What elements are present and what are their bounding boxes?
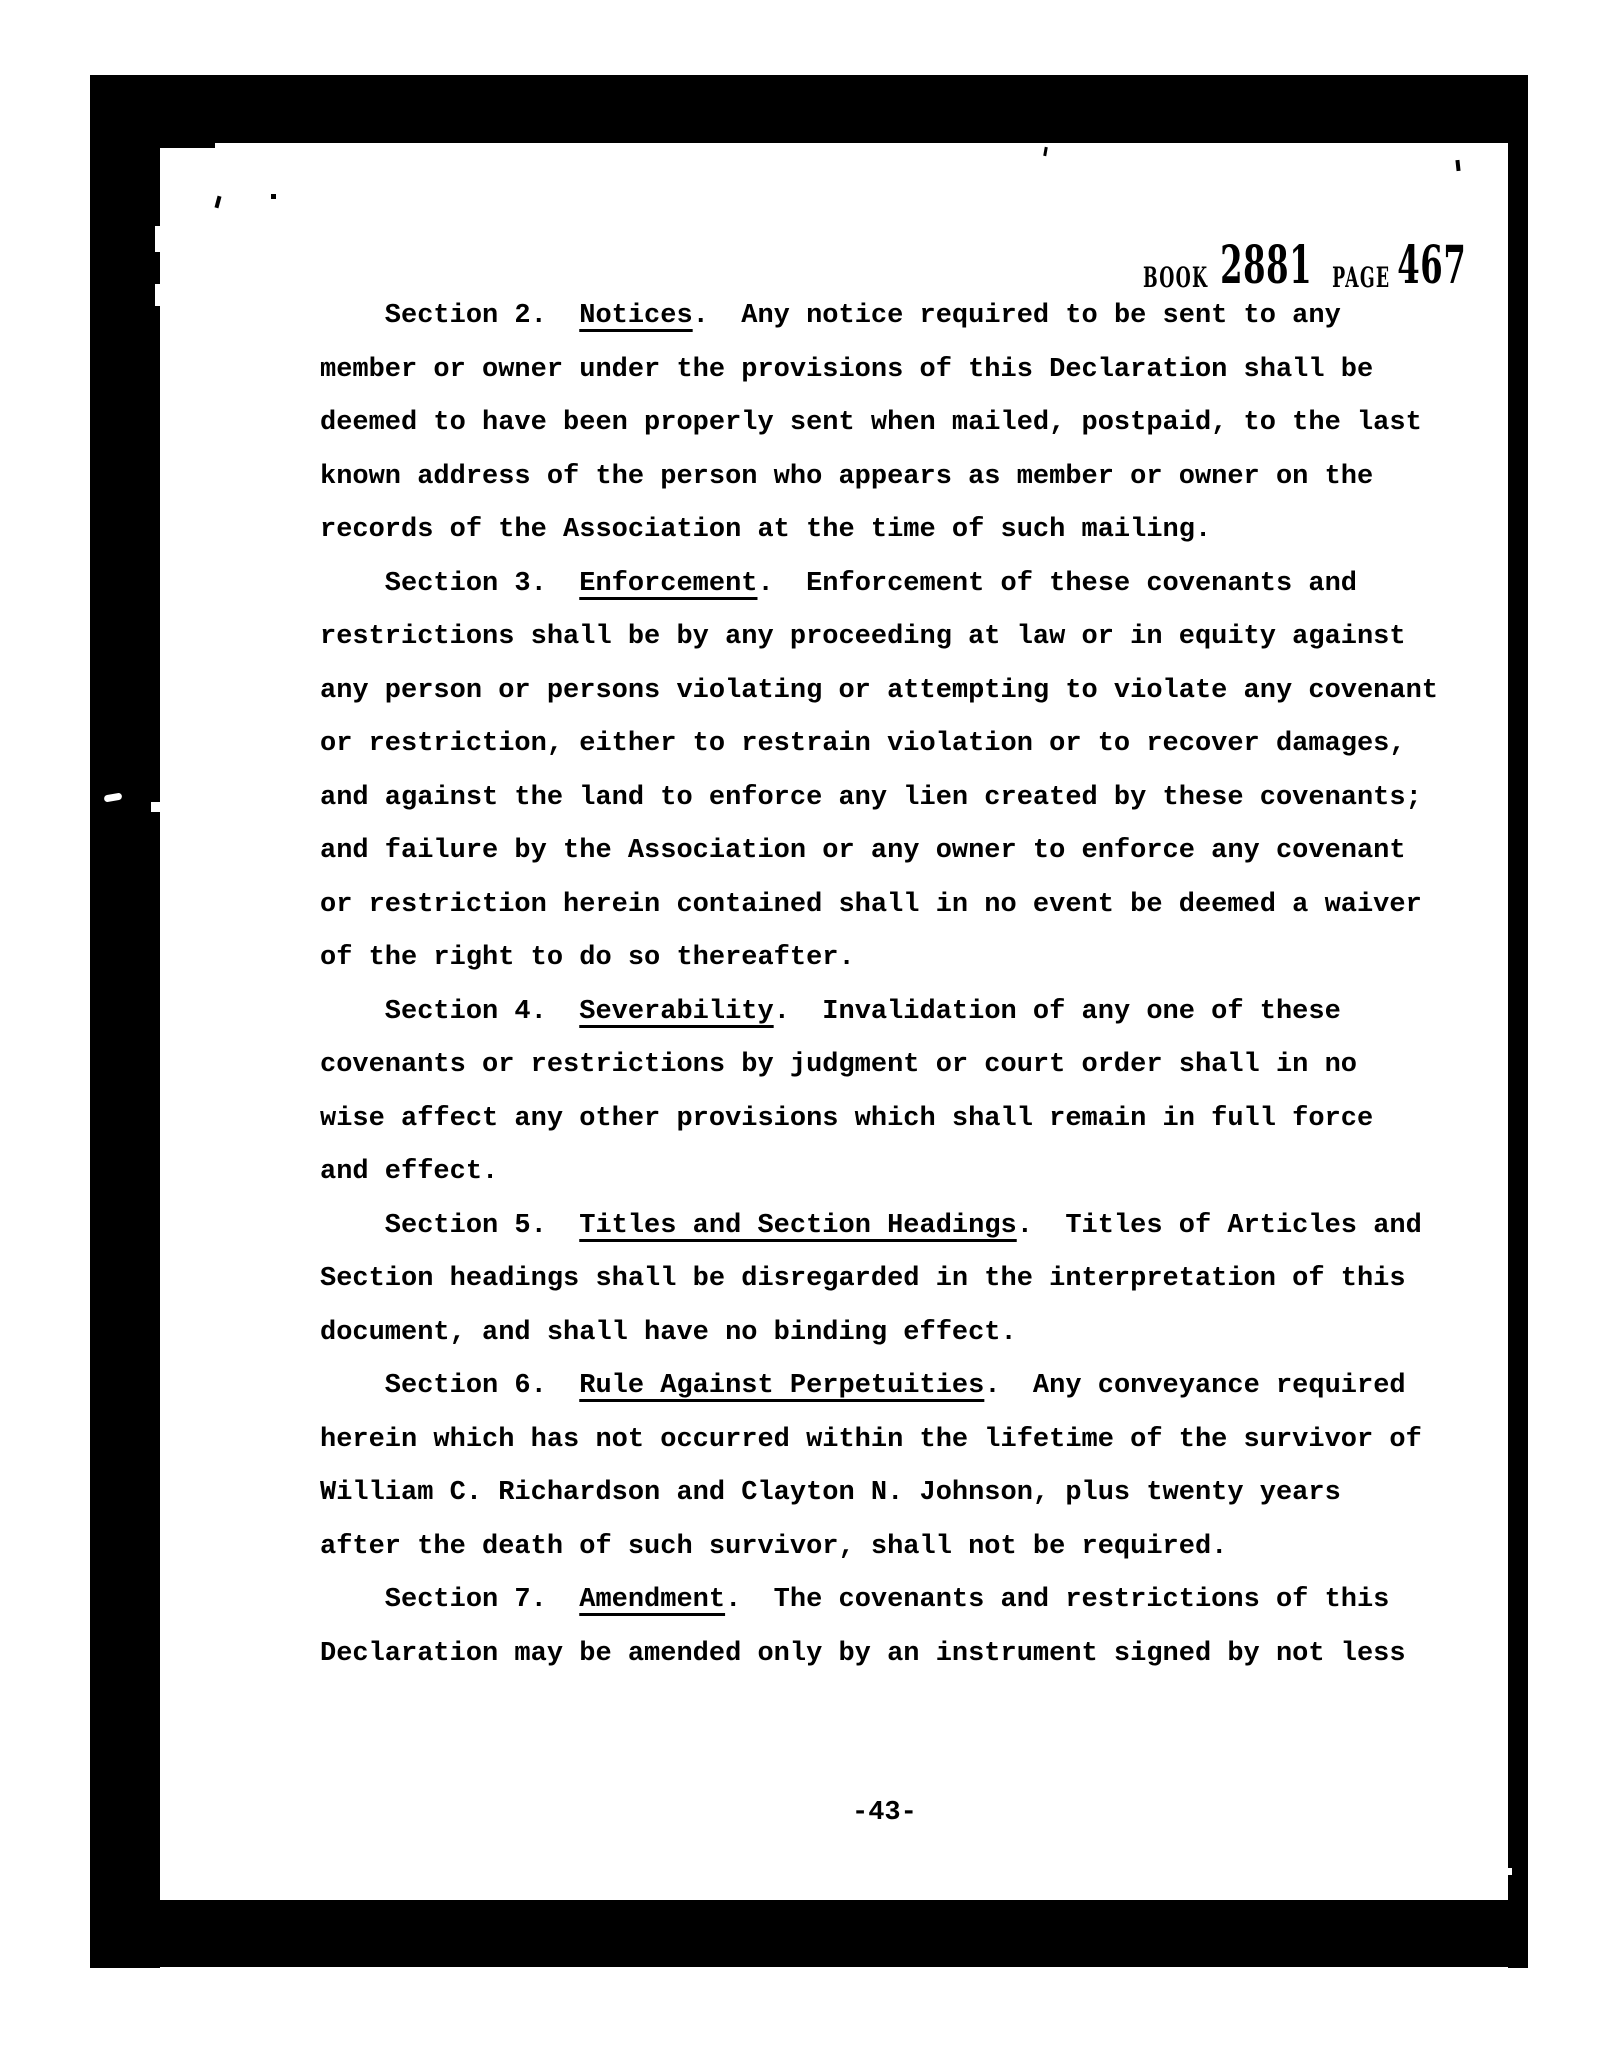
document-line: and effect.: [320, 1157, 499, 1187]
document-line: Section headings shall be disregarded in the interpretation of this: [320, 1264, 1406, 1294]
scan-border-right: [1508, 75, 1528, 1968]
document-line: [320, 558, 1438, 612]
document-line: [320, 986, 1438, 1040]
document-line: and against the land to enforce any lien created by these covenants;: [320, 782, 1422, 813]
scan-artifact: [271, 194, 276, 199]
paragraph-section-7: [320, 1574, 1438, 1681]
document-line: William C. Richardson and Clayton N. Johnson, plus twenty years: [320, 1478, 1341, 1508]
document-line: document, and shall have no binding effect.: [320, 1317, 1017, 1348]
scan-artifact: [155, 226, 160, 252]
scan-artifact: [155, 284, 160, 306]
scan-artifact: [151, 802, 160, 812]
section-text: . Invalidation of any one of these: [773, 996, 1341, 1027]
section-title: Severability: [579, 996, 774, 1027]
paragraph-section-5: [320, 1200, 1438, 1361]
document-body: [320, 290, 1438, 1681]
document-line: Declaration may be amended only by an instrument signed by not less: [320, 1638, 1406, 1669]
scan-artifact: [215, 196, 222, 209]
section-text: . Enforcement of these covenants and: [757, 568, 1357, 599]
document-line: [320, 1574, 1438, 1628]
document-line: restrictions shall be by any proceeding at law or in equity against: [320, 622, 1406, 652]
stamp-page-label: PAGE: [1332, 261, 1391, 294]
scan-artifact: [1455, 160, 1460, 171]
book-page-stamp: [1143, 235, 1467, 296]
paragraph-section-2: [320, 290, 1438, 558]
document-line: or restriction, either to restrain violation or to recover damages,: [320, 729, 1406, 759]
section-title: Rule Against Perpetuities: [579, 1371, 985, 1401]
section-heading: Section 3.: [320, 568, 580, 599]
scan-artifact: [147, 143, 215, 148]
section-heading: Section 6.: [320, 1371, 580, 1401]
section-title: Notices: [579, 301, 693, 331]
section-text: . Any notice required to be sent to any: [692, 301, 1341, 331]
scan-border-top: [90, 75, 1528, 143]
document-line: [320, 1200, 1438, 1254]
section-heading: Section 7.: [320, 1585, 580, 1615]
document-line: of the right to do so thereafter.: [320, 943, 855, 973]
scan-border-left: [90, 75, 160, 1968]
section-heading: Section 2.: [320, 301, 580, 331]
document-line: any person or persons violating or attempting to violate any covenant: [320, 675, 1438, 706]
document-line: known address of the person who appears as member or owner on the: [320, 461, 1374, 492]
stamp-book-label: BOOK: [1143, 261, 1209, 294]
document-line: [320, 290, 1438, 344]
document-line: wise affect any other provisions which shall remain in full force: [320, 1103, 1374, 1134]
stamp-book-number: 2881: [1220, 235, 1313, 296]
section-heading: Section 5.: [320, 1210, 580, 1241]
document-line: [320, 1360, 1438, 1414]
scan-artifact: [1506, 1868, 1512, 1875]
document-line: or restriction herein contained shall in no event be deemed a waiver: [320, 889, 1422, 920]
document-line: member or owner under the provisions of this Declaration shall be: [320, 354, 1374, 385]
paragraph-section-6: [320, 1360, 1438, 1574]
section-text: . Titles of Articles and: [1016, 1210, 1422, 1241]
scan-artifact: [1043, 147, 1048, 156]
section-title: Enforcement: [579, 568, 758, 599]
paragraph-section-4: [320, 986, 1438, 1200]
stamp-page-number: 467: [1397, 235, 1467, 296]
section-title: Amendment: [579, 1585, 726, 1615]
section-heading: Section 4.: [320, 996, 580, 1027]
document-line: herein which has not occurred within the lifetime of the survivor of: [320, 1424, 1422, 1455]
section-title: Titles and Section Headings: [579, 1210, 1017, 1241]
section-text: . Any conveyance required: [984, 1371, 1406, 1401]
scan-border-bottom: [90, 1900, 1528, 1967]
document-line: after the death of such survivor, shall not be required.: [320, 1531, 1228, 1562]
document-line: records of the Association at the time of such mailing.: [320, 515, 1212, 545]
page-number: -43-: [852, 1798, 917, 1828]
document-line: and failure by the Association or any owner to enforce any covenant: [320, 836, 1406, 866]
section-text: . The covenants and restrictions of this: [725, 1585, 1390, 1615]
document-line: deemed to have been properly sent when mailed, postpaid, to the last: [320, 408, 1422, 438]
paragraph-section-3: [320, 558, 1438, 986]
document-line: covenants or restrictions by judgment or court order shall in no: [320, 1050, 1357, 1080]
